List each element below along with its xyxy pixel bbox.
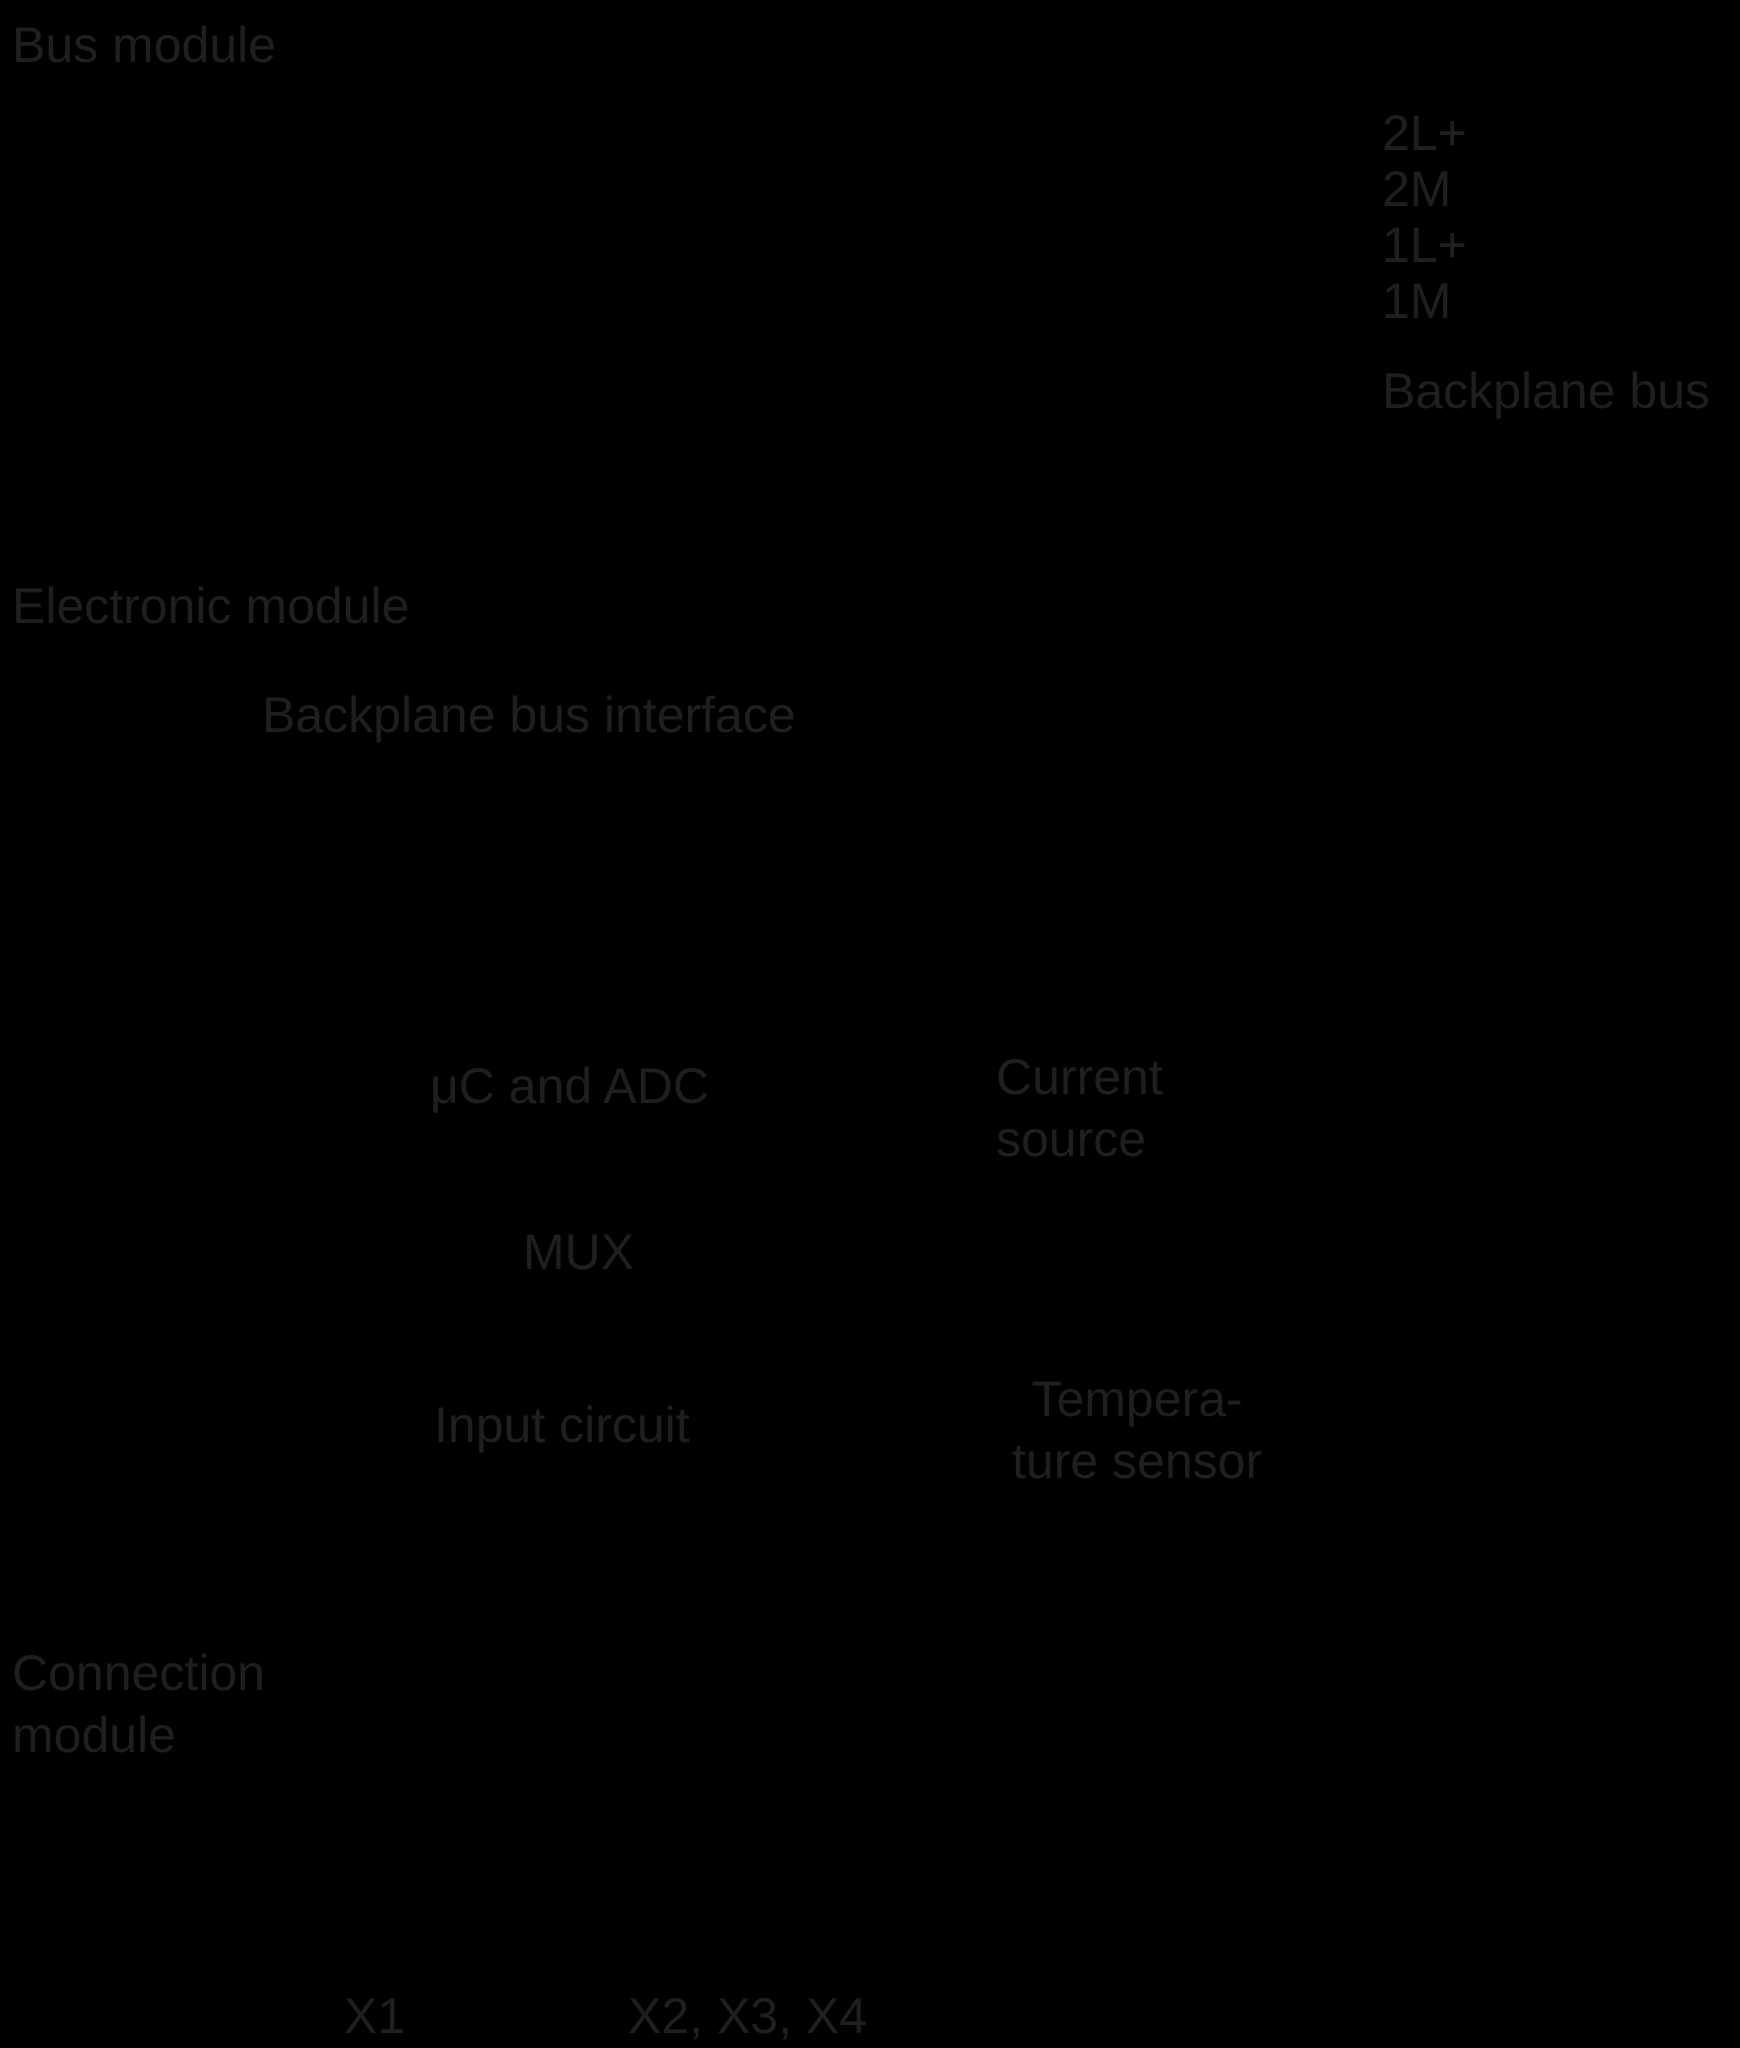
bus-module-label: Bus module [12,17,277,73]
backplane-bus-interface-label: Backplane bus interface [262,687,796,743]
mux-label: MUX [523,1224,635,1280]
temperature-sensor-label: Tempera- ture sensor [1012,1371,1263,1489]
x2-x3-x4-terminal-label: X2, X3, X4 [628,1988,868,2044]
electronic-module-label: Electronic module [12,578,410,634]
current-source-label: Current source [996,1049,1163,1167]
connection-module-label: Connection module [12,1645,265,1763]
supply-2l-plus-label: 2L+ [1382,105,1467,161]
x1-terminal-label: X1 [344,1988,406,2044]
backplane-bus-label: Backplane bus [1382,363,1711,419]
uc-and-adc-label: μC and ADC [430,1058,709,1114]
supply-2m-label: 2M [1382,161,1452,217]
input-circuit-label: Input circuit [434,1397,690,1453]
supply-1l-plus-label: 1L+ [1382,217,1467,273]
supply-1m-label: 1M [1382,273,1452,329]
